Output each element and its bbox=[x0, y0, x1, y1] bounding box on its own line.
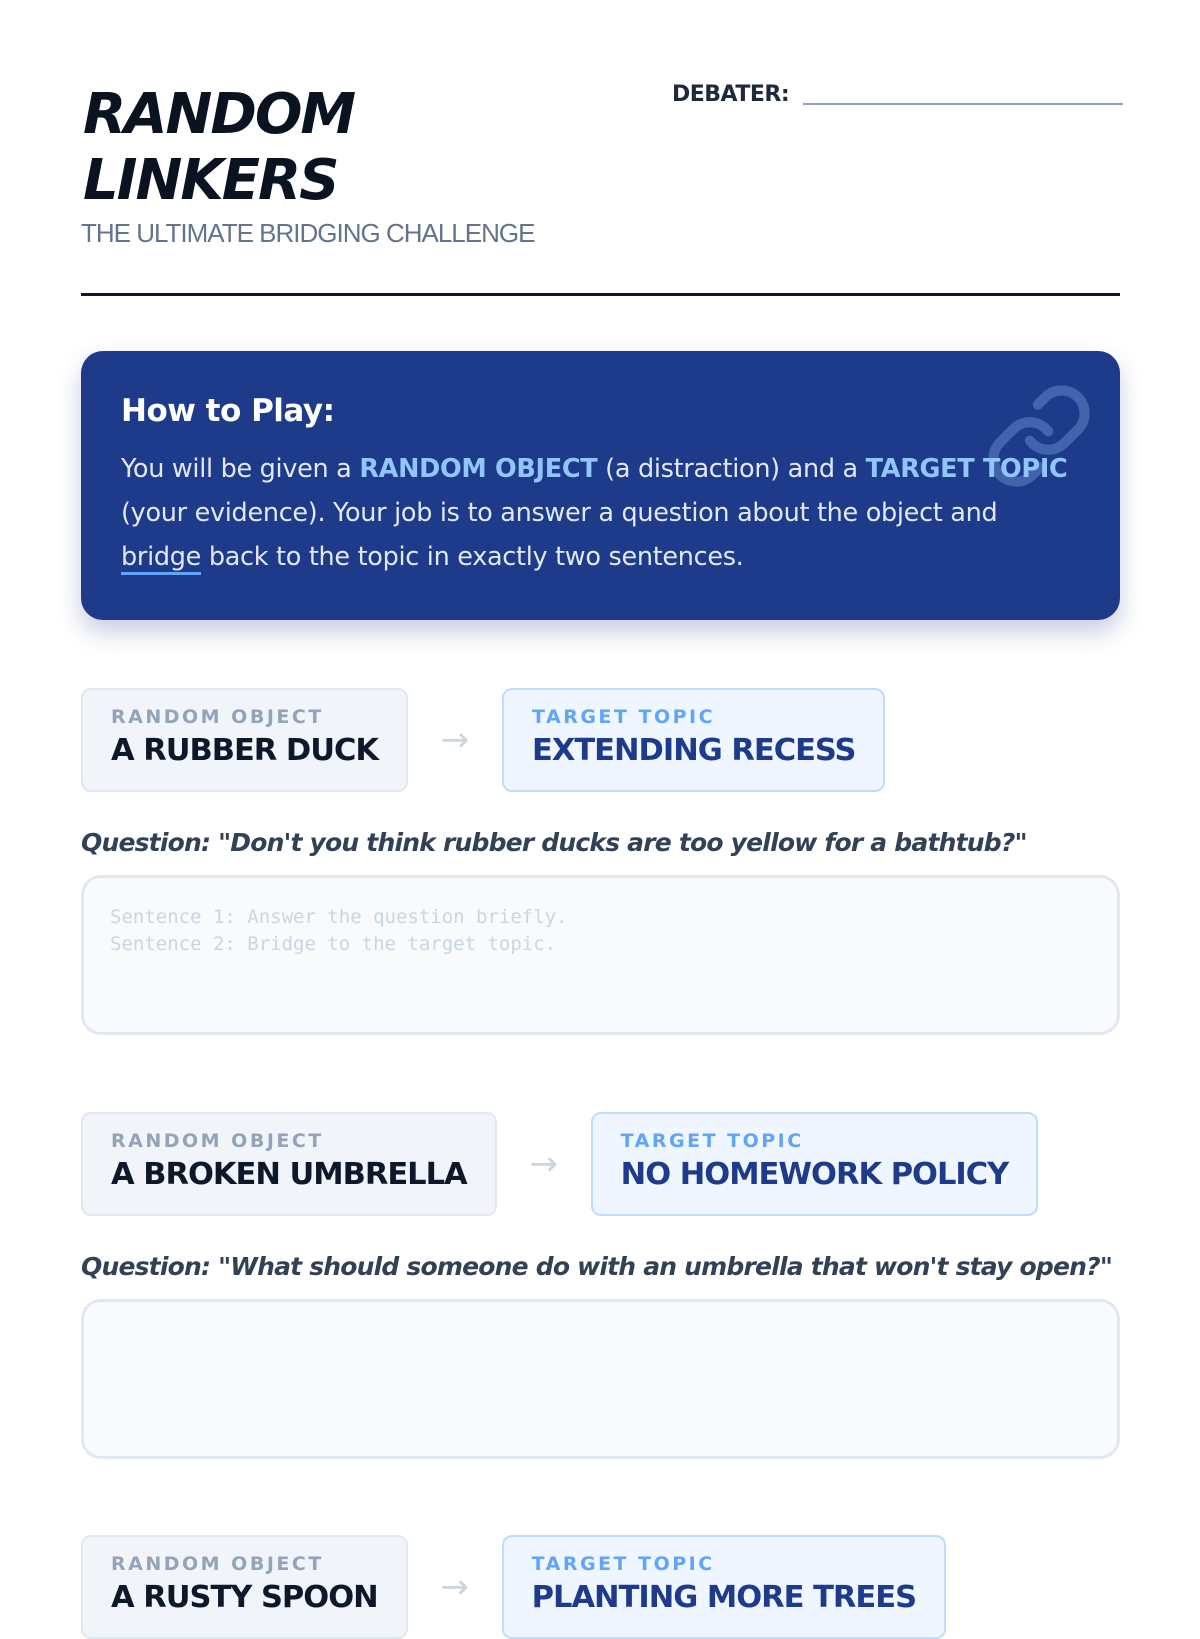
how-to-play-text bbox=[121, 447, 1080, 579]
answer-input[interactable] bbox=[81, 1299, 1120, 1459]
title-line-1: RANDOM bbox=[83, 82, 355, 147]
object-topic-pair bbox=[81, 688, 1120, 792]
object-topic-pair bbox=[81, 1112, 1120, 1216]
howto-text-3: (your evidence). Your job is to answer a question about the object and bbox=[121, 498, 998, 528]
random-object-card bbox=[81, 1112, 497, 1216]
random-object-highlight: RANDOM OBJECT bbox=[359, 454, 598, 484]
target-topic-label: TARGET TOPIC bbox=[531, 1553, 715, 1575]
random-object-value: A BROKEN UMBRELLA bbox=[111, 1157, 467, 1192]
target-topic-card bbox=[502, 1535, 946, 1639]
target-topic-highlight: TARGET TOPIC bbox=[865, 454, 1068, 484]
debater-label: DEBATER: bbox=[672, 82, 790, 107]
howto-text-4: back to the topic in exactly two sentences. bbox=[201, 542, 744, 572]
title-line-2: LINKERS bbox=[83, 148, 338, 213]
howto-text-1: You will be given a bbox=[121, 454, 360, 484]
target-topic-card bbox=[591, 1112, 1039, 1216]
random-object-card bbox=[81, 1535, 408, 1639]
debater-field bbox=[672, 82, 1123, 107]
arrow-right-icon: → bbox=[440, 1567, 469, 1607]
random-object-value: A RUBBER DUCK bbox=[111, 733, 379, 768]
question-text: Question: "What should someone do with an umbrella that won't stay open?" bbox=[81, 1252, 1113, 1281]
round-1 bbox=[81, 688, 1120, 1035]
round-2 bbox=[81, 1112, 1120, 1459]
howto-text-2: (a distraction) and a bbox=[597, 454, 866, 484]
target-topic-label: TARGET TOPIC bbox=[620, 1130, 804, 1152]
how-to-play-panel bbox=[81, 351, 1120, 620]
worksheet bbox=[81, 0, 1120, 1615]
bridge-underline: bridge bbox=[121, 542, 201, 575]
question-text: Question: "Don't you think rubber ducks are too yellow for a bathtub?" bbox=[81, 828, 1027, 857]
header-divider bbox=[81, 293, 1120, 296]
random-object-label: RANDOM OBJECT bbox=[111, 1130, 324, 1152]
random-object-label: RANDOM OBJECT bbox=[111, 1553, 324, 1575]
round-3 bbox=[81, 1535, 1120, 1639]
page-title bbox=[83, 82, 354, 214]
debater-name-line[interactable] bbox=[803, 103, 1123, 105]
arrow-right-icon: → bbox=[529, 1144, 558, 1184]
answer-input[interactable] bbox=[81, 875, 1120, 1035]
how-to-play-heading: How to Play: bbox=[121, 393, 335, 429]
target-topic-value: EXTENDING RECESS bbox=[532, 733, 856, 768]
object-topic-pair bbox=[81, 1535, 1120, 1639]
target-topic-card bbox=[502, 688, 885, 792]
random-object-label: RANDOM OBJECT bbox=[111, 706, 324, 728]
target-topic-value: NO HOMEWORK POLICY bbox=[620, 1157, 1009, 1192]
subtitle: THE ULTIMATE BRIDGING CHALLENGE bbox=[81, 218, 535, 248]
target-topic-value: PLANTING MORE TREES bbox=[531, 1580, 917, 1615]
random-object-card bbox=[81, 688, 408, 792]
header bbox=[81, 0, 1120, 297]
target-topic-label: TARGET TOPIC bbox=[532, 706, 716, 728]
arrow-right-icon: → bbox=[440, 720, 470, 760]
random-object-value: A RUSTY SPOON bbox=[111, 1580, 378, 1615]
